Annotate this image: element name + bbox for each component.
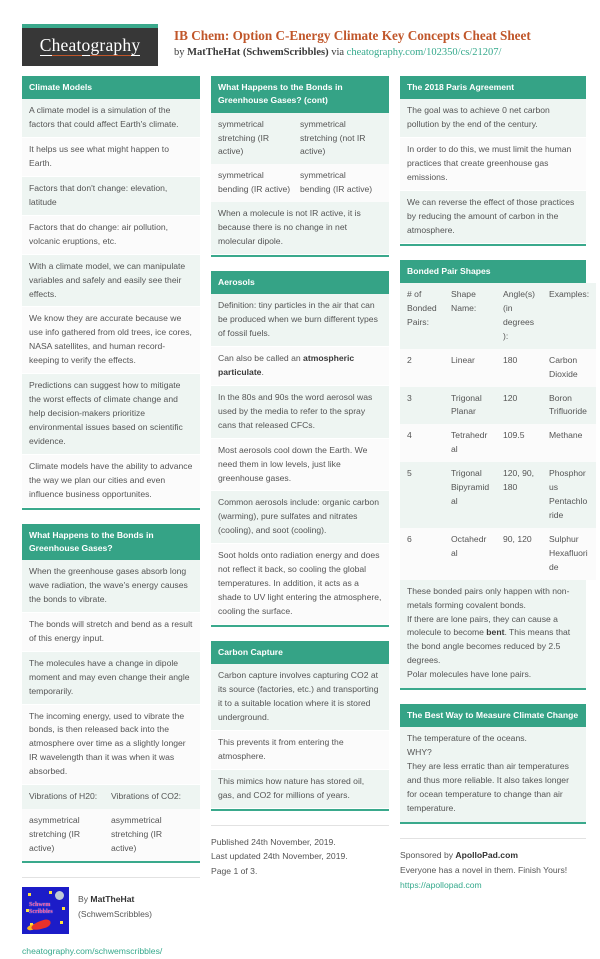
byline-prefix: by (174, 47, 188, 59)
source-link[interactable]: cheatography.com/102350/cs/21207/ (346, 47, 502, 59)
page-title: IB Chem: Option C-Energy Climate Key Concepts Cheat Sheet (174, 28, 531, 43)
column-header: Shape Name: (444, 283, 496, 349)
card-pair-row (211, 113, 389, 165)
cell-example: Methane (542, 424, 596, 462)
card-row: In order to do this, we must limit the human practices that create greenhouse gas emissions. (400, 138, 586, 191)
byline (174, 45, 531, 61)
note-emphasis: bent (486, 627, 505, 638)
cell-pairs: 2 (400, 349, 444, 387)
cell-pairs: 4 (400, 424, 444, 462)
card-bonds-greenhouse (22, 524, 200, 863)
pair-right: symmetrical stretching (not IR active) (300, 118, 366, 157)
card-bonds-greenhouse-cont (211, 76, 389, 257)
cell-pairs: 5 (400, 462, 444, 528)
updated-date: Last updated 24th November, 2019. (211, 851, 348, 862)
cell-angle: 120 (496, 387, 542, 425)
pair-right: symmetrical bending (IR active) (300, 170, 373, 195)
card-row: We know they are accurate because we use info gathered from old trees, ice cores, NASA satellites, and human record-keeping to verify the effects. (22, 307, 200, 374)
card-pair-row (22, 809, 200, 861)
sponsor-link[interactable]: https://apollopad.com (400, 879, 482, 890)
row-emphasis: atmospheric particulate (218, 353, 355, 377)
card-pair-row (211, 164, 389, 202)
card-row: Factors that don't change: elevation, latitude (22, 177, 200, 216)
card-row: Factors that do change: air pollution, volcanic eruptions, etc. (22, 216, 200, 255)
card-row: The incoming energy, used to vibrate the bonds, is then released back into the atmosphere over time as a slightly longer IR wavelength than it was when it was absorbed. (22, 705, 200, 786)
card-pair-row (22, 785, 200, 809)
cell-example: Boron Trifluoride (542, 387, 596, 425)
column-header: Examples: (542, 283, 596, 349)
note-line-1: These bonded pairs only happen with non-metals forming covalent bonds. (407, 585, 570, 610)
avatar-label: Schwem Scribbles (29, 901, 53, 915)
card-row: With a climate model, we can manipulate variables and safely and easily see their effects. (22, 255, 200, 308)
card-title: Carbon Capture (211, 641, 389, 664)
table-row (400, 528, 596, 580)
row-text: Can also be called an (218, 353, 304, 364)
pair-left: Vibrations of H20: (29, 791, 98, 802)
card-row (211, 439, 389, 492)
row-text: Definition: tiny particles in the air that can be produced when we burn different types of fossil fuels. (218, 300, 378, 339)
column-1 (22, 76, 200, 959)
author-info (78, 887, 152, 922)
sponsor-name[interactable]: ApolloPad.com (455, 849, 518, 860)
cell-shape: Linear (444, 349, 496, 387)
table-row (400, 387, 596, 425)
table-header-row (400, 283, 596, 349)
table-row (400, 424, 596, 462)
card-title: The 2018 Paris Agreement (400, 76, 586, 99)
measure-line-1: The temperature of the oceans. (407, 733, 527, 744)
sponsor-tagline: Everyone has a novel in them. Finish Yours! (400, 864, 568, 875)
card-bonded-pair-shapes (400, 260, 590, 690)
cell-pairs: 3 (400, 387, 444, 425)
page-number: Page 1 of 3. (211, 866, 258, 877)
card-row: The bonds will stretch and bend as a result of this energy input. (22, 613, 200, 652)
card-row: We can reverse the effect of those practices by reducing the amount of carbon in the atmosphere. (400, 191, 586, 244)
row-text: In the 80s and 90s the word aerosol was used by the media to refer to the spray cans that released CFCs. (218, 391, 373, 430)
sponsor-line (400, 848, 586, 863)
pair-right: Vibrations of CO2: (111, 791, 182, 802)
note-line-2-pre: If there are lone pairs, they can cause a molecule to become (407, 613, 558, 638)
table-notes (400, 580, 586, 688)
byline-via: via (328, 47, 347, 59)
cell-shape: Trigonal Planar (444, 387, 496, 425)
cell-example: Sulphur Hexafluoride (542, 528, 596, 580)
card-row: Carbon capture involves capturing CO2 at its source (factories, etc.) and transporting it to a suitable location where it is stored underground. (211, 664, 389, 731)
sponsor-footer (400, 848, 586, 892)
column-header: # of Bonded Pairs: (400, 283, 444, 349)
row-text: Common aerosols include: organic carbon (warming), pure sulfates and nitrates (cooling), and soot (cooling). (218, 497, 379, 536)
bonded-pair-table (400, 283, 596, 580)
author-line (78, 892, 152, 907)
card-title: Climate Models (22, 76, 200, 99)
cell-angle: 109.5 (496, 424, 542, 462)
card-row (211, 386, 389, 439)
card-row (211, 544, 389, 625)
cell-shape: Tetrahedral (444, 424, 496, 462)
row-text-tail: . (261, 367, 264, 377)
cell-pairs: 6 (400, 528, 444, 580)
published-date: Published 24th November, 2019. (211, 836, 336, 847)
card-title: What Happens to the Bonds in Greenhouse Gases? (cont) (211, 76, 389, 113)
column-3 (400, 76, 590, 892)
card-row (211, 294, 389, 347)
card-row: Predictions can suggest how to mitigate the worst effects of climate change and help decision-makers prioritize environmental issues based on scientific evidence. (22, 374, 200, 455)
row-text: Most aerosols cool down the Earth. We need them in low levels, just like greenhouse gases. (218, 444, 368, 483)
rocket-icon (30, 918, 51, 932)
cell-angle: 180 (496, 349, 542, 387)
table-row (400, 349, 596, 387)
sponsor-prefix: Sponsored by (400, 849, 456, 860)
columns-container (0, 62, 600, 959)
measure-line-2: WHY? (407, 747, 432, 758)
card-title: Bonded Pair Shapes (400, 260, 586, 283)
author-name[interactable]: MatTheHat (90, 893, 135, 904)
note-line-2-post: . This means that the bond angle becomes reduced by 2.5 degrees. (407, 627, 571, 666)
pair-left: symmetrical stretching (IR active) (218, 118, 270, 157)
card-row: The molecules have a change in dipole moment and may even change their angle temporarily. (22, 652, 200, 705)
card-row (400, 727, 586, 822)
card-title: What Happens to the Bonds in Greenhouse Gases? (22, 524, 200, 561)
card-row: When the greenhouse gases absorb long wave radiation, the wave's energy causes the bonds to vibrate. (22, 560, 200, 613)
publish-footer (211, 835, 389, 879)
note-line-3: Polar molecules have lone pairs. (407, 669, 532, 680)
page-header (0, 0, 600, 62)
footer-divider (211, 825, 389, 826)
card-row: When a molecule is not IR active, it is because there is no change in net molecular dipole. (211, 202, 389, 255)
profile-link[interactable]: cheatography.com/schwemscribbles/ (22, 945, 163, 956)
card-climate-models (22, 76, 200, 510)
pair-left: symmetrical bending (IR active) (218, 170, 291, 195)
author-footer (22, 887, 200, 959)
card-row: Climate models have the ability to advance the way we plan our cities and even influence business opportunites. (22, 455, 200, 508)
card-row: A climate model is a simulation of the factors that could affect Earth's climate. (22, 99, 200, 138)
card-row (211, 491, 389, 544)
pair-right: asymmetrical stretching (IR active) (111, 815, 163, 853)
footer-divider (22, 877, 200, 878)
cell-angle: 120, 90, 180 (496, 462, 542, 528)
header-titles (158, 24, 531, 61)
avatar[interactable] (22, 887, 69, 934)
card-title: Aerosols (211, 271, 389, 294)
card-row (211, 347, 389, 386)
by-label: By (78, 893, 91, 904)
card-aerosols (211, 271, 389, 627)
cell-shape: Octahedral (444, 528, 496, 580)
pair-left: asymmetrical stretching (IR active) (29, 815, 81, 853)
cheatography-logo[interactable] (22, 24, 158, 66)
card-row: This mimics how nature has stored oil, gas, and CO2 for millions of years. (211, 770, 389, 809)
moon-icon (55, 891, 64, 900)
card-best-way-measure (400, 704, 586, 824)
table-row (400, 462, 596, 528)
card-row: This prevents it from entering the atmosphere. (211, 731, 389, 770)
card-row: The goal was to achieve 0 net carbon pollution by the end of the century. (400, 99, 586, 138)
card-carbon-capture (211, 641, 389, 811)
cell-shape: Trigonal Bipyramidal (444, 462, 496, 528)
logo-text: Cheatography (39, 35, 141, 56)
cell-angle: 90, 120 (496, 528, 542, 580)
profile-link-wrap (22, 944, 200, 959)
card-paris-agreement (400, 76, 586, 246)
author-handle: (SchwemScribbles) (78, 908, 153, 919)
byline-author[interactable]: MatTheHat (SchwemScribbles) (187, 47, 329, 59)
row-text: Soot holds onto radiation energy and does not reflect it back, so cooling the global temperatures. In addition, it acts as a shade to UV light entering the atmosphere, cooling the surface. (218, 550, 382, 616)
author-row (22, 887, 200, 934)
measure-line-3: They are less erratic than air temperatures and thus more reliable. It also takes longer for ocean temperature to change than air temperature. (407, 761, 569, 814)
column-header: Angle(s) (in degrees): (496, 283, 542, 349)
card-row: It helps us see what might happen to Earth. (22, 138, 200, 177)
card-title: The Best Way to Measure Climate Change (400, 704, 586, 727)
cell-example: Phosphorus Pentachloride (542, 462, 596, 528)
footer-divider (400, 838, 586, 839)
column-2 (211, 76, 389, 879)
cell-example: Carbon Dioxide (542, 349, 596, 387)
